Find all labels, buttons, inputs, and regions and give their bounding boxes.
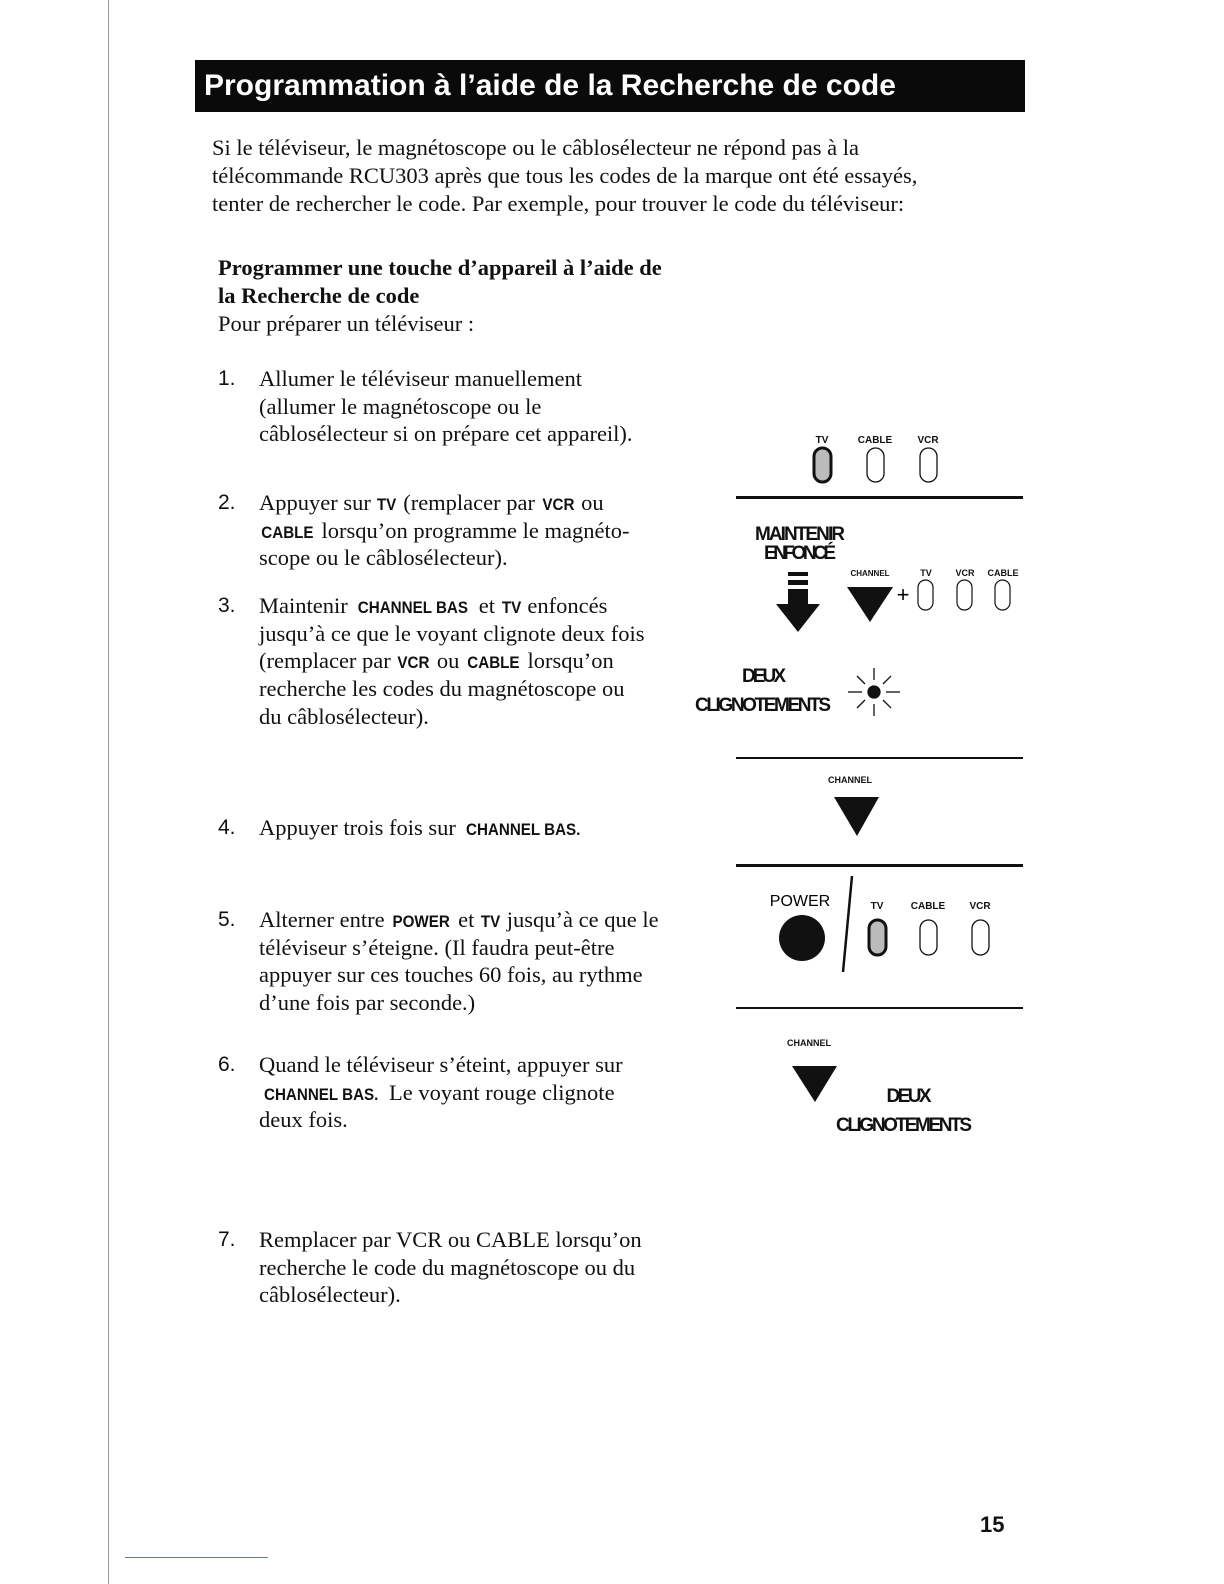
text-segment: enfoncés — [521, 593, 608, 618]
vcr-label: VCR — [917, 435, 939, 446]
tv-button-icon — [869, 920, 886, 955]
step-number: 3. — [218, 594, 236, 617]
button-name: CABLE — [261, 523, 314, 542]
device-buttons-1 — [814, 435, 939, 482]
button-name: CHANNEL BAS. — [466, 821, 581, 839]
section-heading: Programmer une touche d’appareil à l’aide de — [218, 255, 662, 280]
step-number: 5. — [218, 908, 236, 931]
intro-line: tenter de rechercher le code. Par exemple, pour trouver le code du téléviseur: — [212, 191, 905, 216]
tv-label: TV — [815, 435, 829, 446]
button-name: TV — [501, 599, 521, 617]
channel-down-icon — [792, 1066, 837, 1102]
page-title: Programmation à l’aide de la Recherche de code — [195, 60, 1025, 112]
text-segment: (allumer le magnétoscope ou le — [259, 393, 542, 419]
channel-down-icon — [834, 797, 879, 836]
channel-down-icon — [847, 587, 893, 622]
text-segment: ou — [431, 648, 465, 674]
slash-divider — [843, 876, 852, 972]
text-segment: jusqu’à ce que le voyant clignote deux fois — [259, 620, 645, 646]
text-segment: du câblosélecteur). — [259, 703, 429, 729]
tv-label: TV — [920, 568, 932, 578]
text-segment: Allumer le téléviseur manuellement — [259, 366, 583, 391]
button-name: CABLE — [467, 654, 520, 673]
channel-down-diagram — [828, 775, 879, 836]
step-number: 4. — [218, 816, 236, 839]
channel-label: CHANNEL — [828, 775, 872, 785]
hold-diagram — [695, 524, 1019, 716]
vcr-button-icon — [972, 920, 989, 955]
text-segment: jusqu’à ce que le — [501, 907, 659, 932]
channel-blink-diagram — [787, 1038, 972, 1136]
button-name: POWER — [392, 913, 451, 931]
tv-button-icon — [918, 580, 933, 610]
power-label: POWER — [769, 893, 831, 910]
channel-label: CHANNEL — [850, 569, 890, 578]
step-number: 1. — [218, 367, 236, 390]
text-segment: Maintenir — [259, 593, 354, 618]
button-name: VCR — [397, 654, 430, 673]
text-segment: Quand le téléviseur s’éteint, appuyer sur — [259, 1052, 623, 1077]
text-segment: et — [473, 593, 501, 618]
blink-label: CLIGNOTEMENTS — [836, 1115, 972, 1136]
text-segment: recherche les codes du magnétoscope ou — [259, 676, 625, 702]
intro-line: Si le téléviseur, le magnétoscope ou le câblosélecteur ne répond pas à la — [212, 135, 859, 160]
hold-label: MAINTENIR — [755, 524, 845, 545]
button-name: VCR — [542, 496, 575, 514]
plus-sign: + — [896, 582, 910, 607]
text-segment: Le voyant rouge clignote — [383, 1079, 615, 1105]
cable-label: CABLE — [987, 568, 1019, 578]
text-segment: Alterner entre — [259, 907, 391, 932]
intro-line: télécommande RCU303 après que tous les codes de la marque ont été essayés, — [212, 163, 918, 188]
cable-button-icon — [867, 448, 884, 482]
blink-label: DEUX — [742, 666, 786, 687]
power-button-icon — [779, 915, 825, 961]
text-segment: (remplacer par — [259, 648, 397, 674]
power-tv-diagram — [770, 876, 992, 972]
button-name: TV — [377, 496, 397, 514]
button-name: CHANNEL BAS — [358, 599, 469, 617]
text-segment: scope ou le câblosélecteur). — [259, 545, 508, 571]
tv-label: TV — [870, 901, 884, 912]
text-segment: lorsqu’on programme le magnéto- — [315, 517, 630, 543]
text-segment: téléviseur s’éteigne. (Il faudra peut-être — [259, 934, 615, 960]
cable-label: CABLE — [910, 901, 946, 912]
text-segment: recherche le code du magnétoscope ou du — [259, 1254, 636, 1280]
prep-text: Pour préparer un téléviseur : — [218, 311, 475, 336]
vcr-label: VCR — [955, 568, 975, 578]
vcr-button-icon — [957, 580, 972, 610]
button-name: TV — [480, 913, 501, 931]
tv-button-icon — [814, 448, 831, 482]
channel-label: CHANNEL — [787, 1038, 831, 1048]
text-segment: Remplacer par VCR ou CABLE lorsqu’on — [259, 1227, 642, 1252]
text-segment: deux fois. — [259, 1107, 348, 1133]
text-segment: lorsqu’on — [521, 648, 614, 674]
text-segment: ou — [575, 490, 604, 515]
text-segment: et — [452, 907, 481, 932]
button-name: CHANNEL BAS. — [263, 1085, 379, 1104]
text-segment: câblosélecteur si on prépare cet appareil). — [259, 421, 633, 447]
blink-label: DEUX — [886, 1086, 932, 1107]
vcr-button-icon — [920, 448, 937, 482]
text-segment: d’une fois par seconde.) — [259, 990, 476, 1016]
cable-label: CABLE — [857, 435, 893, 446]
text-segment: (remplacer par — [397, 490, 541, 515]
step-number: 2. — [218, 491, 236, 514]
vcr-label: VCR — [969, 901, 991, 912]
step-number: 7. — [218, 1228, 236, 1251]
step-number: 6. — [218, 1053, 236, 1076]
down-arrow-icon — [776, 572, 820, 632]
blink-label: CLIGNOTEMENTS — [695, 695, 831, 716]
blinking-led-icon — [848, 668, 900, 716]
page-number: 15 — [980, 1512, 1005, 1537]
cable-button-icon — [995, 580, 1010, 610]
text-segment: Appuyer sur — [259, 490, 377, 515]
text-segment: câblosélecteur). — [259, 1282, 401, 1308]
cable-button-icon — [920, 920, 937, 955]
hold-label: ENFONCÉ — [764, 543, 836, 564]
text-segment: Appuyer trois fois sur — [259, 815, 462, 840]
section-heading: la Recherche de code — [218, 283, 420, 308]
text-segment: appuyer sur ces touches 60 fois, au rythme — [259, 962, 643, 988]
